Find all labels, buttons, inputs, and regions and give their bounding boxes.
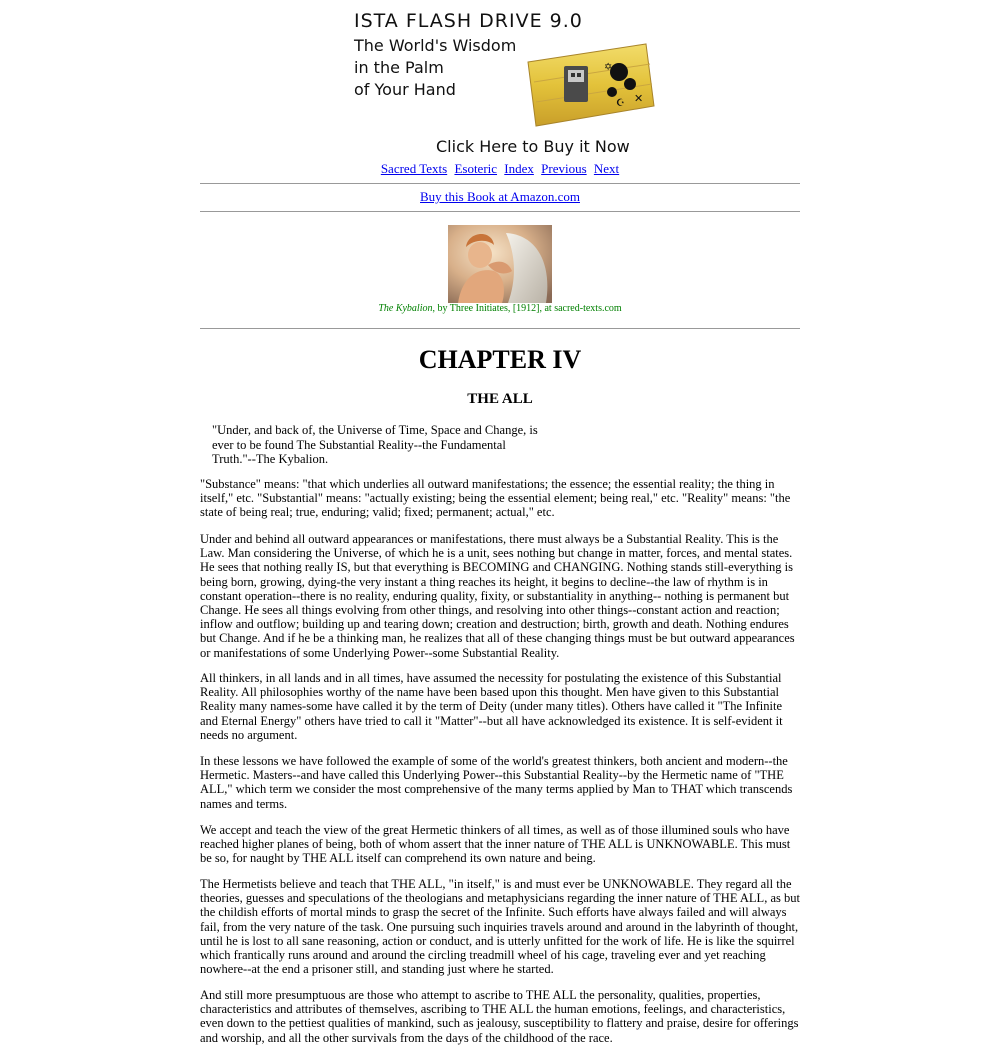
- amazon-link[interactable]: Buy this Book at Amazon.com: [420, 189, 580, 204]
- svg-text:☪: ☪: [616, 98, 625, 109]
- flash-drive-image: [524, 42, 656, 128]
- ad-tagline-2: in the Palm: [354, 58, 444, 77]
- divider: [200, 183, 800, 184]
- ad-tagline-1: The World's Wisdom: [354, 36, 517, 55]
- book-attribution: , by Three Initiates, [1912], at sacred-texts.com: [432, 303, 622, 314]
- epigraph-quote: "Under, and back of, the Universe of Time, Space and Change, is ever to be found The Substantial Reality--the Fundamental Truth."--The Kybalion.: [212, 423, 538, 466]
- paragraph: We accept and teach the view of the great Hermetic thinkers of all times, as well as of those illumined souls who have reached higher planes of being, both of whom assert that the inner nature of THE ALL is UNKNOWABLE. This must be so, for naught by THE ALL itself can comprehend its own nature and being.: [200, 823, 791, 866]
- top-navigation: [200, 161, 800, 177]
- paragraph: And still more presumptuous are those who attempt to ascribe to THE ALL the personality, qualities, properties, characteristics and attributes of themselves, ascribing to THE ALL the human emotions, feelings, and characteristics, even down to the pettiest qualities of mankind, such as jealousy, susceptibility to flattery and praise, desire for offerings and worship, and all the other survivals from the days of the childhood of the race.: [200, 988, 799, 1045]
- svg-text:✕: ✕: [634, 92, 644, 105]
- svg-text:✡: ✡: [604, 62, 613, 73]
- buy-now-link[interactable]: Click Here to Buy it Now: [436, 137, 630, 156]
- ad-title: ISTA FLASH DRIVE 9.0: [354, 10, 583, 32]
- nav-sacred-texts[interactable]: Sacred Texts: [380, 161, 448, 176]
- divider: [200, 211, 800, 212]
- divider: [200, 328, 800, 329]
- nav-index[interactable]: Index: [504, 161, 534, 176]
- paragraph: The Hermetists believe and teach that THE ALL, "in itself," is and must ever be UNKNOWABLE. They regard all the theories, guesses and speculations of the theologians and metaphysicians regarding the inner nature of THE ALL, as but the childish efforts of mortal minds to grasp the secret of the Infinite. Such efforts have always failed and will always fail, from the very nature of the task. One pursuing such inquiries travels around and around in the labyrinth of thought, until he is lost to all sane reasoning, action or conduct, and is utterly unfitted for the work of life. He is like the squirrel which frantically runs around and around the circling treadmill wheel of his cage, traveling ever and yet reaching nowhere--at the end a prisoner still, and standing just where he started.: [200, 877, 800, 977]
- book-caption: [200, 303, 800, 314]
- paragraph: "Substance" means: "that which underlies all outward manifestations; the essence; the essential reality; the thing in itself," etc. "Substantial" means: "actually existing; being the essential element; being real," etc. "Reality" means: "the state of being real; true, enduring; valid; fixed; permanent; actual," etc.: [200, 477, 791, 520]
- book-title: The Kybalion: [378, 303, 433, 314]
- paragraph: Under and behind all outward appearances or manifestations, there must always be a Substantial Reality. This is the Law. Man considering the Universe, of which he is a unit, sees nothing but change in matter, forces, and mental states. He sees that nothing really IS, but that everything is BECOMING and CHANGING. Nothing stands still-everything is being born, growing, dying-the very instant a thing reaches its height, it begins to decline--the law of rhythm is in constant operation--there is no reality, enduring quality, fixity, or substantiality in anything-- nothing is permanent but Change. He sees all things evolving from other things, and resolving into other things--constant action and reaction; inflow and outflow; building up and tearing down; creation and destruction; birth, growth and death. Nothing endures but Change. And if he be a thinking man, he realizes that all of these changing things must be but outward appearances or manifestations of some Underlying Power--some Substantial Reality.: [200, 532, 795, 660]
- amazon-link-row: [200, 189, 800, 205]
- ad-tagline-3: of Your Hand: [354, 80, 456, 99]
- book-cover-image[interactable]: [448, 225, 552, 303]
- nav-esoteric[interactable]: Esoteric: [454, 161, 498, 176]
- paragraph: All thinkers, in all lands and in all times, have assumed the necessity for postulating the existence of this Substantial Reality. All philosophies worthy of the name have been based upon this thought. Men have given to this Substantial Reality many names-some have called it by the term of Deity (under many titles). Others have called it "The Infinite and Eternal Energy" others have tried to call it "Matter"--but all have acknowledged its existence. It is self-evident it needs no argument.: [200, 671, 783, 742]
- nav-next[interactable]: Next: [593, 161, 620, 176]
- flash-drive-ad-banner[interactable]: [350, 6, 660, 156]
- chapter-subheading: THE ALL: [467, 391, 533, 407]
- chapter-heading: CHAPTER IV: [418, 345, 582, 374]
- paragraph: In these lessons we have followed the example of some of the world's greatest thinkers, both ancient and modern--the Hermetic. Masters--and have called this Underlying Power--this Substantial Reality--by the Hermetic name of "THE ALL," which term we consider the most comprehensive of the many terms applied by Man to THAT which transcends names and terms.: [200, 754, 793, 811]
- nav-previous[interactable]: Previous: [541, 161, 587, 176]
